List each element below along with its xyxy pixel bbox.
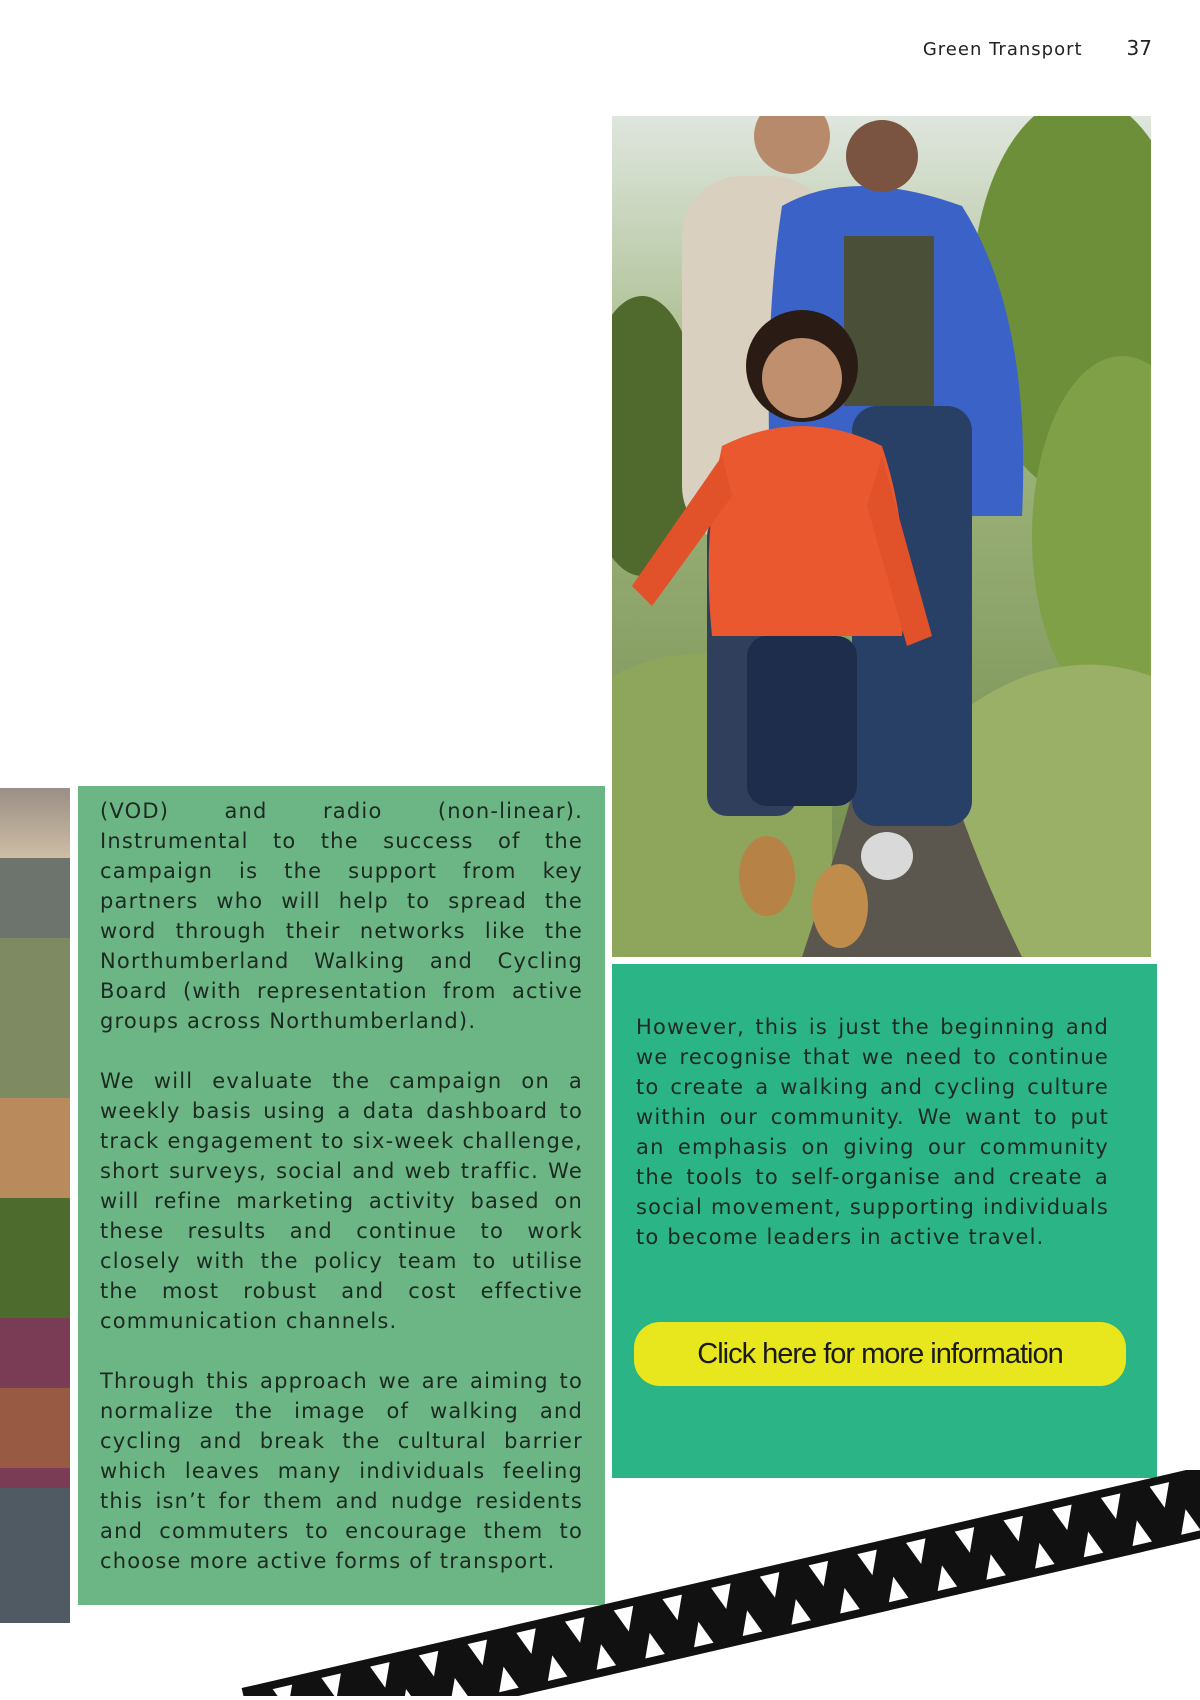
page-number: 37 (1126, 36, 1152, 60)
section-title: Green Transport (922, 39, 1083, 60)
more-information-button[interactable]: Click here for more information (634, 1322, 1126, 1386)
hikers-photo (612, 116, 1151, 957)
left-paragraph-1: (VOD) and radio (non-linear). Instrumental to the success of the campaign is the support from key partners who will help to spread the word through their networks like the Northumberland Walking and Cycling Board (with representation from active groups across Northumberland). (100, 799, 583, 1033)
left-paragraph-2: We will evaluate the campaign on a weekly basis using a data dashboard to track engagement to six-week challenge, short surveys, social and web traffic. We will refine marketing activity based on these results and continue to work closely with the policy team to utilise the most robust and cost effective communication channels. (100, 1069, 583, 1333)
tyre-track-graphic (220, 1470, 1200, 1696)
page-header (923, 36, 1152, 60)
right-paragraph: However, this is just the beginning and we recognise that we need to continue to create a walking and cycling culture within our community. We want to put an emphasis on giving our community the tools to self-organise and create a social movement, supporting individuals to become leaders in active travel. (636, 1015, 1109, 1249)
right-text-panel (612, 964, 1157, 1478)
landscape-photo (0, 788, 70, 1623)
left-paragraph-3: Through this approach we are aiming to normalize the image of walking and cycling and break the cultural barrier which leaves many individuals feeling this isn’t for them and nudge residents and commuters to encourage them to choose more active forms of transport. (100, 1369, 583, 1573)
